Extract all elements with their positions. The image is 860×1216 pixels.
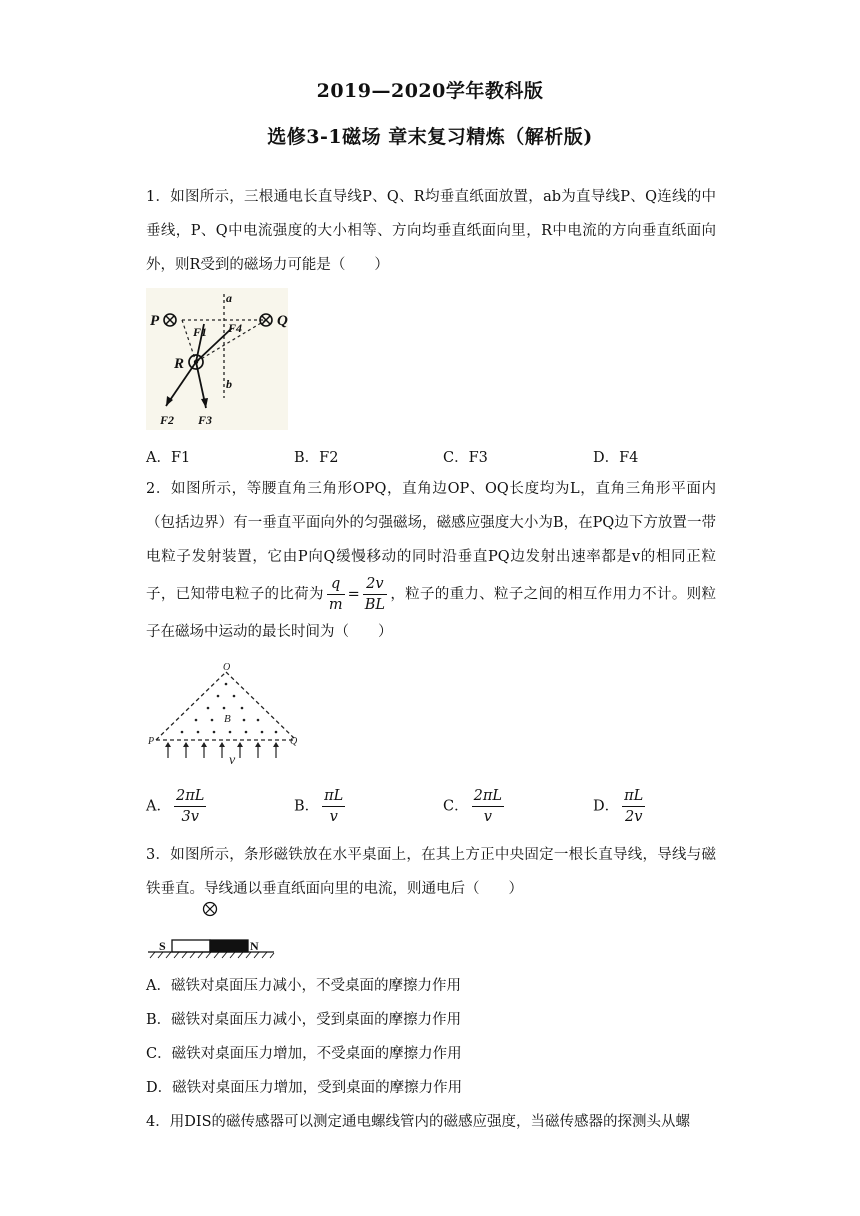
label-a: a (226, 291, 232, 305)
q3-option-c: C．磁铁对桌面压力增加，不受桌面的摩擦力作用 (146, 1046, 462, 1062)
label-F4: F4 (228, 321, 243, 335)
q3-option-d: D．磁铁对桌面压力增加，受到桌面的摩擦力作用 (146, 1080, 463, 1096)
label-Q: Q (290, 736, 298, 747)
label-P: P (150, 313, 160, 329)
label-F1: F1 (193, 325, 208, 339)
label-B: B (224, 713, 231, 725)
q3-option-a: A．磁铁对桌面压力减小，不受桌面的摩擦力作用 (146, 978, 461, 994)
question-3-figure (146, 898, 276, 964)
q1-option-b: B．F2 (294, 450, 339, 466)
question-2-text: 2．如图所示，等腰直角三角形OPQ，直角边OP、OQ长度均为L，直角三角形平面内（包括边界）有一垂直平面向外的匀强磁场，磁感应强度大小为B，在PQ边下方放置一带电粒子发射装置，它由P向Q缓慢移动的同时沿垂直PQ边发射出速率都是v的相同正粒子，已知带电粒子的比荷为 $\frac{q}{m}$ = $\frac{2v}{BL}$ ，粒子的重力、粒子之间的相互作用力不计。则粒子在磁场中运动的最长时间为（ ） (146, 481, 716, 640)
q2-option-b: B． $\frac{\pi L}{v}$ (294, 788, 344, 825)
label-F3: F3 (198, 413, 213, 427)
label-S: S (159, 939, 166, 953)
label-Q: Q (277, 313, 288, 329)
label-F2: F2 (160, 413, 175, 427)
q1-option-a: A．F1 (146, 450, 191, 466)
label-R: R (174, 356, 185, 372)
label-v: v (229, 753, 236, 768)
ratio-2v-bl: $\frac{2v}{BL}$ (364, 576, 386, 613)
question-1-figure (146, 288, 288, 430)
label-P: P (148, 736, 155, 747)
q2-option-d: D． $\frac{\pi L}{2v}$ (593, 788, 644, 825)
ratio-q-m: $\frac{q}{m}$ (328, 576, 343, 613)
q1-option-c: C．F3 (443, 450, 488, 466)
q2-option-c: C． $\frac{2\pi L}{v}$ (443, 788, 502, 825)
question-4-text: 4．用DIS的磁传感器可以测定通电螺线管内的磁感应强度，当磁传感器的探测头从螺 (146, 1114, 691, 1130)
q2-option-a: A． $\frac{2\pi L}{3v}$ (146, 788, 205, 825)
question-2-figure (146, 660, 296, 768)
document-subtitle: 选修3-1磁场 章末复习精炼（解析版) (267, 126, 593, 148)
label-b: b (226, 377, 232, 391)
question-1-text: 1．如图所示，三根通电长直导线P、Q、R均垂直纸面放置，ab为直导线P、Q连线的中垂线，P、Q中电流强度的大小相等、方向均垂直纸面向里，R中电流的方向垂直纸面向外，则R受到的磁场力可能是（ ） (146, 189, 716, 273)
question-3-text: 3．如图所示，条形磁铁放在水平桌面上，在其上方正中央固定一根长直导线，导线与磁铁垂直。导线通以垂直纸面向里的电流，则通电后（ ） (146, 847, 716, 897)
q1-option-d: D．F4 (593, 450, 639, 466)
label-N: N (250, 939, 259, 953)
label-O: O (223, 662, 231, 673)
q3-option-b: B．磁铁对桌面压力减小，受到桌面的摩擦力作用 (146, 1012, 462, 1028)
document-title: 2019—2020学年教科版 (316, 80, 544, 102)
